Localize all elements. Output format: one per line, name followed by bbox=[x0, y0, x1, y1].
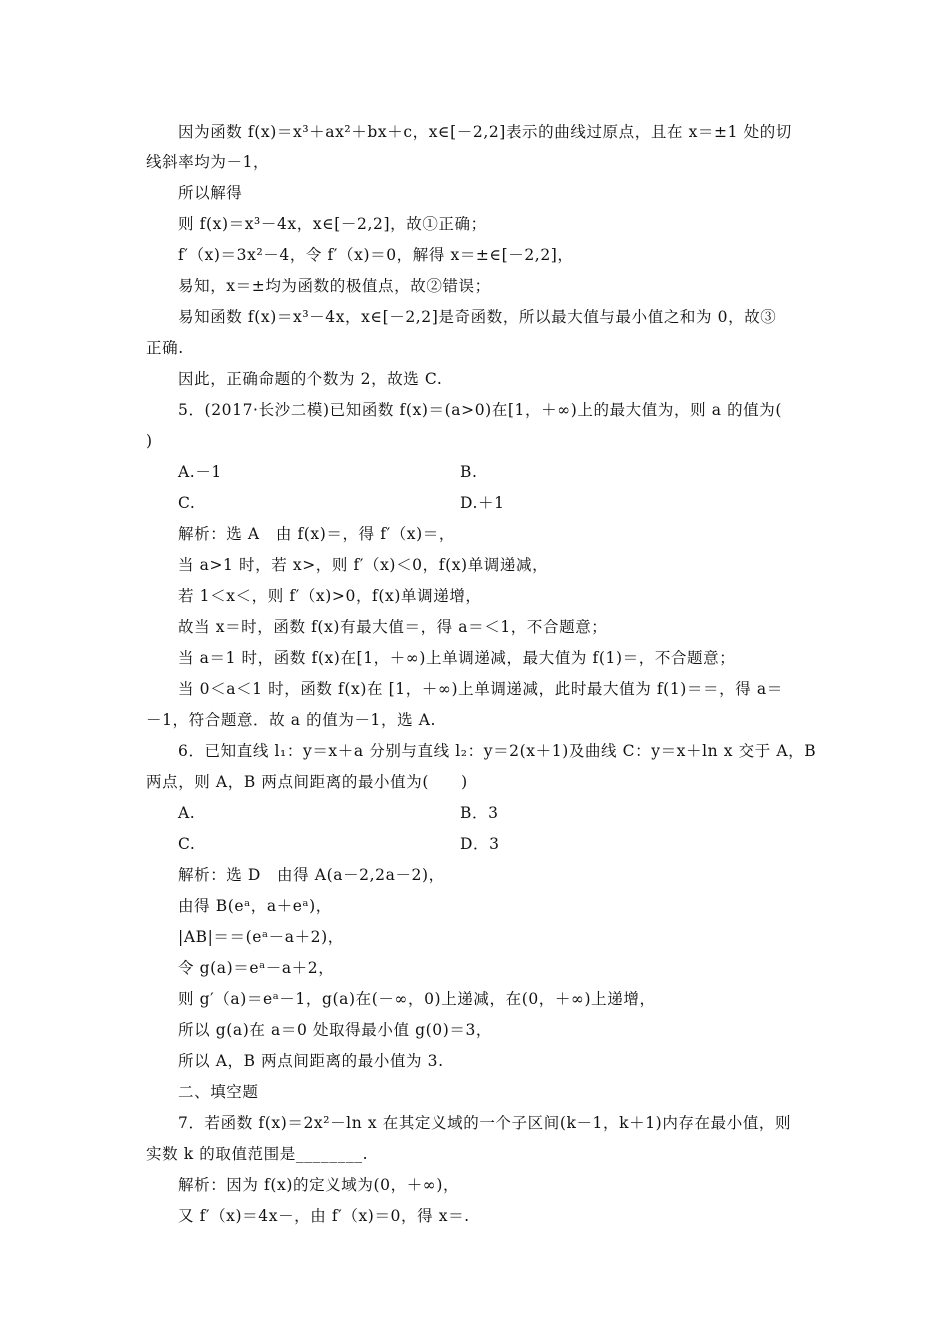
text-line bbox=[178, 834, 500, 854]
line-text: 7．若函数 f(x)＝2x²－ln x 在其定义域的一个子区间(k－1，k＋1)内存在最小值，则 bbox=[178, 1114, 792, 1132]
line-text: 实数 k 的取值范围是________. bbox=[146, 1145, 369, 1163]
line-text: |AB|＝＝(eᵃ－a＋2)， bbox=[178, 928, 344, 946]
text-line bbox=[178, 400, 782, 420]
line-text: 则 g′（a)＝eᵃ－1，g(a)在(－∞，0)上递减，在(0，＋∞)上递增， bbox=[178, 990, 656, 1008]
line-text: 易知，x＝±均为函数的极值点，故②错误； bbox=[178, 277, 491, 295]
text-line bbox=[178, 617, 607, 637]
line-text: 线斜率均为－1， bbox=[146, 153, 270, 171]
line-text: 又 f′（x)＝4x－，由 f′（x)＝0，得 x＝. bbox=[178, 1207, 470, 1225]
text-line bbox=[178, 1051, 444, 1071]
text-line bbox=[178, 1206, 470, 1226]
line-text: A. bbox=[178, 804, 196, 822]
line-text: 两点，则 A，B 两点间距离的最小值为( ) bbox=[146, 773, 468, 791]
text-line bbox=[146, 1144, 368, 1164]
option-right-column: B. bbox=[460, 463, 478, 481]
line-text: 若 1＜x＜，则 f′（x)>0，f(x)单调递增， bbox=[178, 587, 482, 605]
line-text: 所以 A，B 两点间距离的最小值为 3. bbox=[178, 1052, 444, 1070]
text-line bbox=[178, 524, 455, 544]
line-text: 解析：因为 f(x)的定义域为(0，＋∞)， bbox=[178, 1176, 460, 1194]
line-text: A.－1 bbox=[178, 463, 222, 481]
text-line bbox=[146, 710, 436, 730]
option-right-column: D.＋1 bbox=[460, 494, 505, 512]
line-text: 正确. bbox=[146, 339, 184, 357]
text-line bbox=[178, 586, 482, 606]
line-text: 解析：选 A 由 f(x)＝，得 f′（x)＝， bbox=[178, 525, 455, 543]
line-text: 当 0＜a＜1 时，函数 f(x)在 [1，＋∞)上单调递减，此时最大值为 f(1)＝＝，得 a＝ bbox=[178, 680, 783, 698]
line-text: 解析：选 D 由得 A(a－2,2a－2)， bbox=[178, 866, 445, 884]
text-line bbox=[178, 803, 499, 823]
text-line bbox=[178, 276, 491, 296]
text-line bbox=[178, 369, 442, 389]
line-text: －1，符合题意．故 a 的值为－1，选 A. bbox=[146, 711, 437, 729]
text-line bbox=[178, 183, 242, 203]
text-line bbox=[178, 493, 505, 513]
text-line bbox=[178, 462, 478, 482]
text-line bbox=[178, 1082, 259, 1102]
text-line bbox=[178, 1020, 492, 1040]
text-line bbox=[178, 1113, 791, 1133]
line-text: 由得 B(eᵃ，a＋eᵃ)， bbox=[178, 897, 332, 915]
text-line bbox=[178, 958, 334, 978]
text-line bbox=[178, 648, 735, 668]
text-line bbox=[146, 772, 468, 792]
text-line bbox=[178, 122, 792, 142]
text-line bbox=[146, 338, 184, 358]
text-line bbox=[146, 431, 153, 451]
text-line bbox=[178, 214, 487, 234]
text-line bbox=[178, 741, 816, 761]
line-text: 因为函数 f(x)＝x³＋ax²＋bx＋c，x∈[－2,2]表示的曲线过原点，且在 x＝±1 处的切 bbox=[178, 123, 792, 141]
line-text: 则 f(x)＝x³－4x，x∈[－2,2]，故①正确； bbox=[178, 215, 487, 233]
line-text: 所以解得 bbox=[178, 184, 243, 202]
line-text: 5．(2017·长沙二模)已知函数 f(x)＝(a>0)在[1，＋∞)上的最大值为，则 a 的值为( bbox=[178, 401, 783, 419]
text-line bbox=[178, 555, 548, 575]
option-right-column: B．3 bbox=[460, 804, 499, 822]
line-text: 因此，正确命题的个数为 2，故选 C. bbox=[178, 370, 443, 388]
line-text: 令 g(a)＝eᵃ－a＋2， bbox=[178, 959, 335, 977]
line-text: 二、填空题 bbox=[178, 1083, 259, 1101]
line-text: f′（x)＝3x²－4，令 f′（x)＝0，解得 x＝±∈[－2,2]， bbox=[178, 246, 574, 264]
text-line bbox=[178, 307, 776, 327]
text-line bbox=[178, 1175, 459, 1195]
text-line bbox=[178, 989, 656, 1009]
line-text: 当 a>1 时，若 x>，则 f′（x)＜0，f(x)单调递减， bbox=[178, 556, 549, 574]
text-line bbox=[178, 679, 783, 699]
text-line bbox=[178, 896, 332, 916]
line-text: 故当 x＝时，函数 f(x)有最大值＝，得 a＝＜1，不合题意； bbox=[178, 618, 608, 636]
line-text: 当 a＝1 时，函数 f(x)在[1，＋∞)上单调递减，最大值为 f(1)＝，不合题意； bbox=[178, 649, 736, 667]
line-text: 易知函数 f(x)＝x³－4x，x∈[－2,2]是奇函数，所以最大值与最小值之和为 0，故③ bbox=[178, 308, 777, 326]
option-right-column: D．3 bbox=[460, 835, 500, 853]
line-text: ) bbox=[146, 432, 153, 450]
line-text: C. bbox=[178, 835, 196, 853]
text-line bbox=[178, 865, 445, 885]
line-text: 所以 g(a)在 a＝0 处取得最小值 g(0)＝3， bbox=[178, 1021, 493, 1039]
text-line bbox=[146, 152, 269, 172]
text-line bbox=[178, 927, 344, 947]
text-line bbox=[178, 245, 574, 265]
line-text: C. bbox=[178, 494, 196, 512]
line-text: 6．已知直线 l₁：y＝x＋a 分别与直线 l₂：y＝2(x＋1)及曲线 C：y＝x＋ln x 交于 A，B bbox=[178, 742, 817, 760]
